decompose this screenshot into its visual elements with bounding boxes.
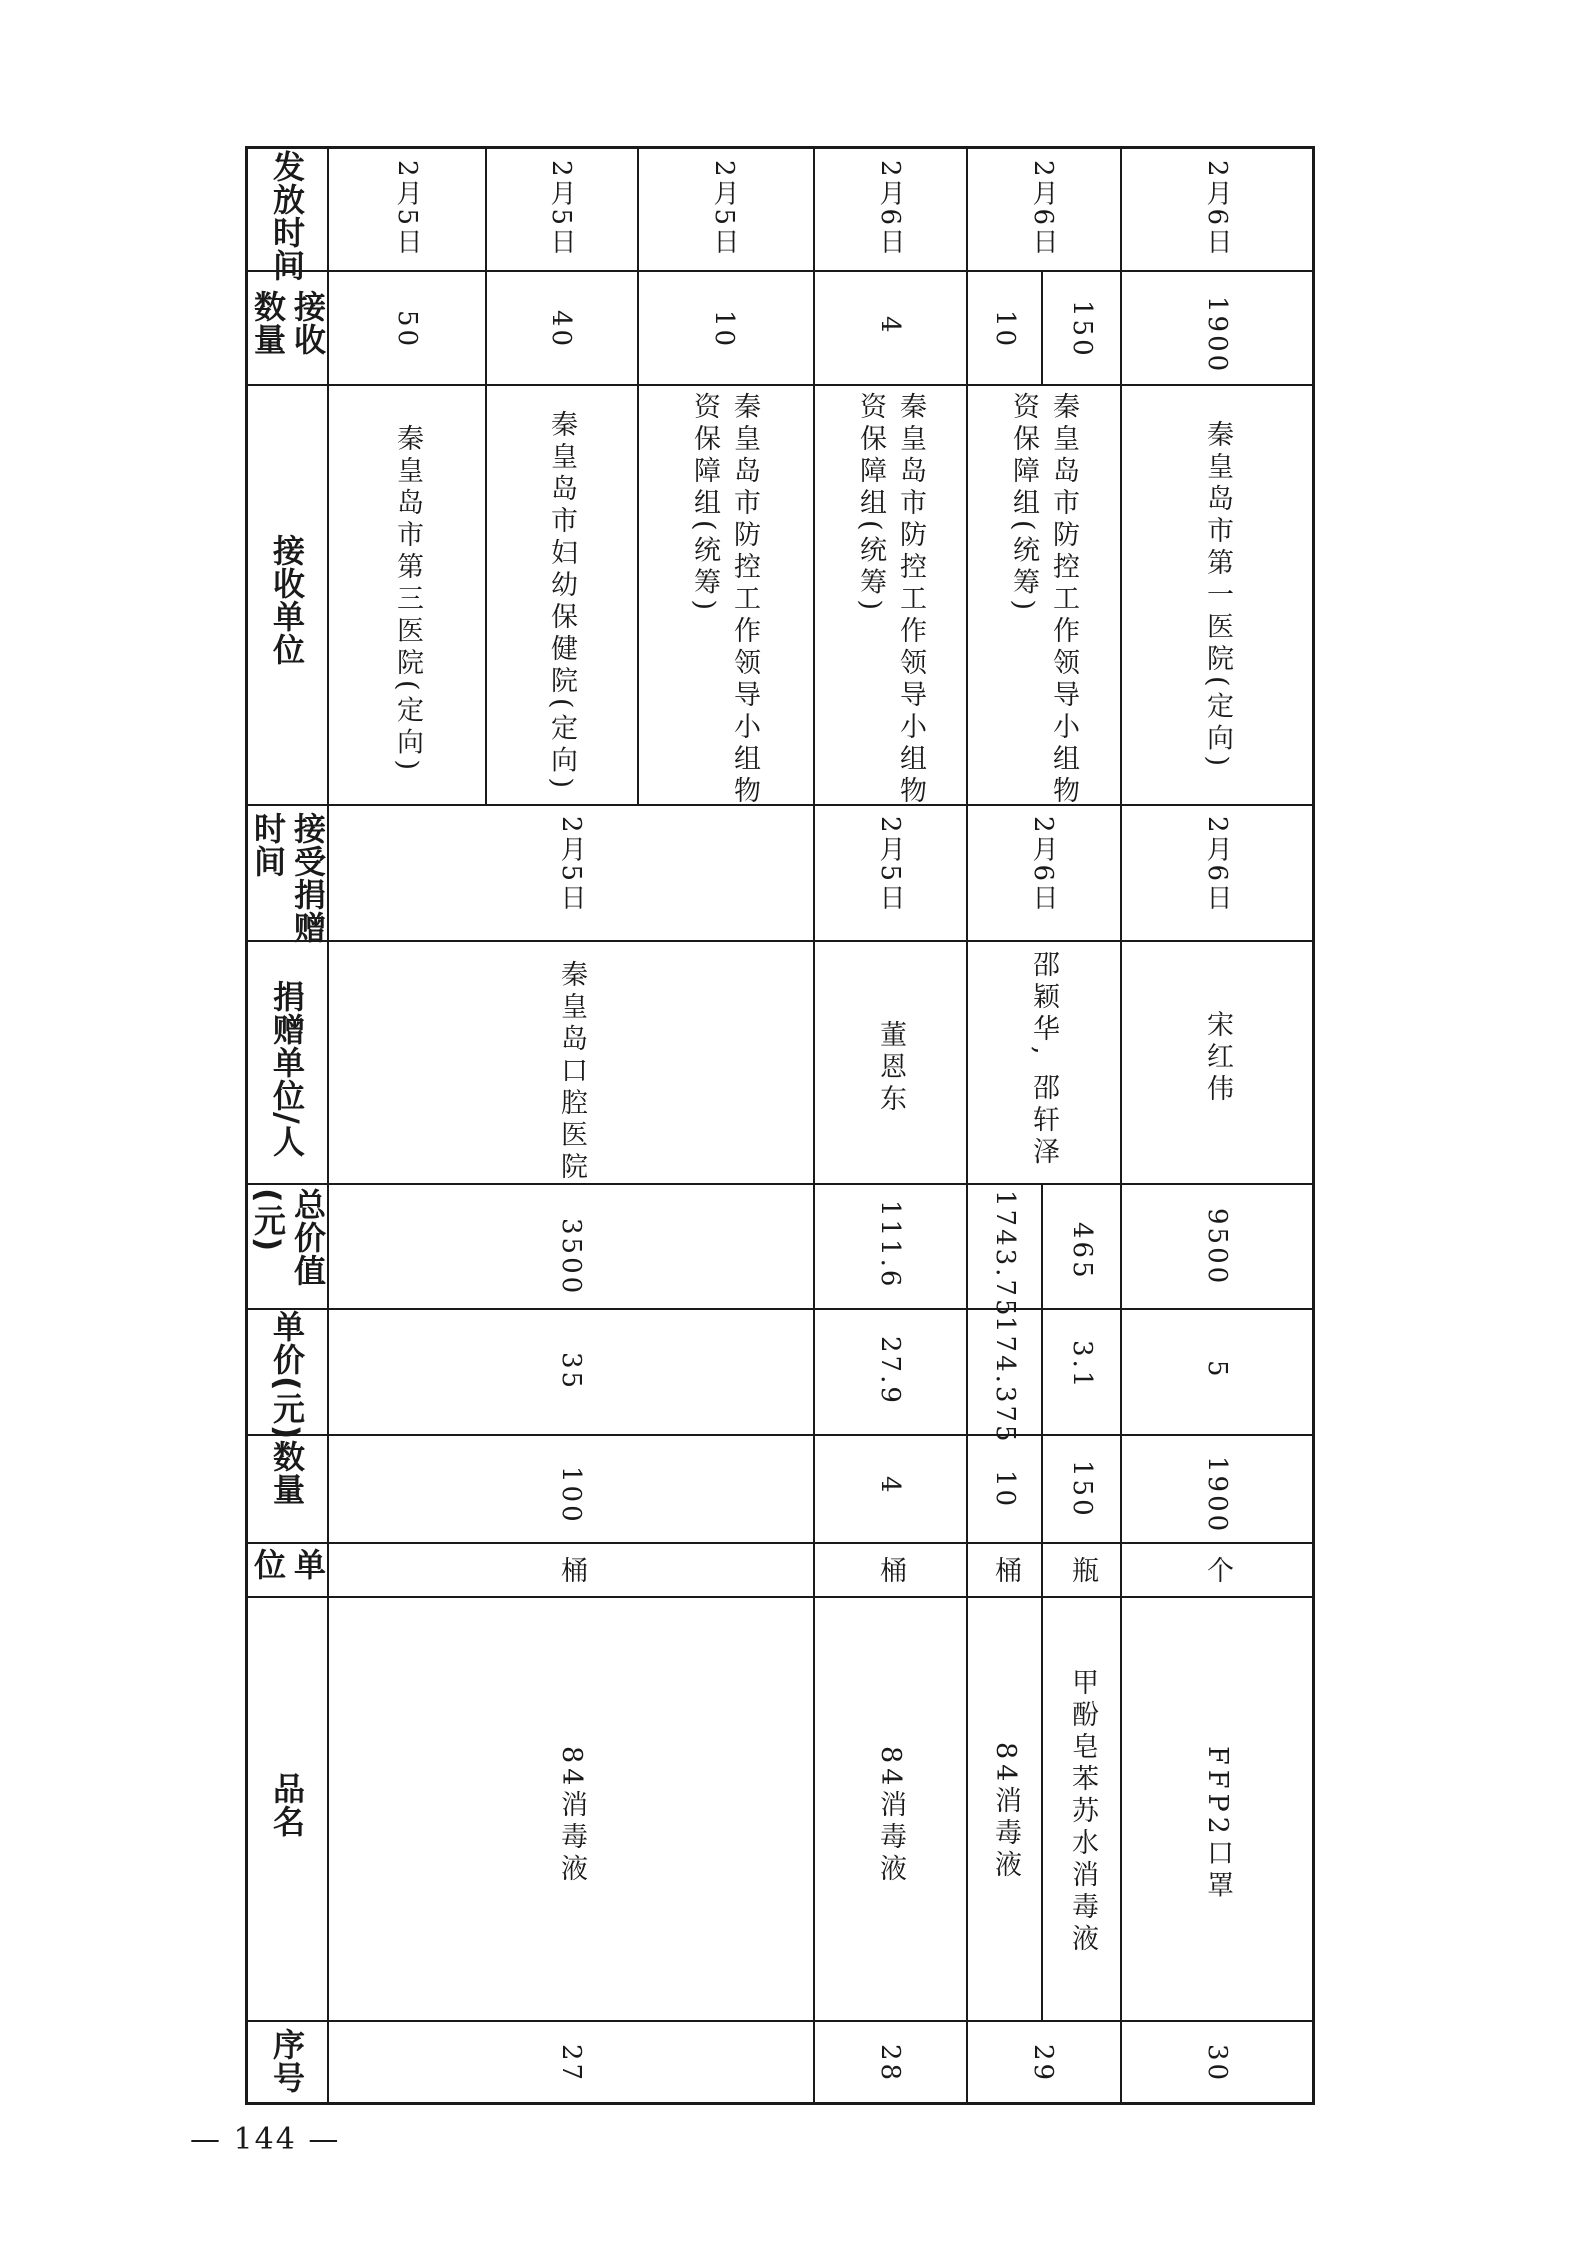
header-recv-qty-line: 数量	[249, 290, 287, 356]
header-issue-date: 发放时间	[268, 150, 306, 282]
recipient-name	[1197, 420, 1237, 771]
header-total-line: (元)	[249, 1188, 287, 1253]
item-qty: 100	[556, 1466, 586, 1525]
table-rule	[245, 1308, 1315, 1310]
header-donate-date-line: 时间	[249, 812, 287, 878]
table-rule	[245, 1183, 1315, 1185]
table-rule	[813, 146, 815, 2105]
recipient-line: 秦皇岛市第一医院(定向)	[1202, 420, 1233, 772]
recv-qty: 40	[546, 310, 576, 350]
item-qty: 4	[875, 1476, 905, 1496]
table-border	[245, 2102, 1315, 2105]
header-recv-qty	[248, 290, 328, 356]
recipient-line: 资保障组(统筹)	[855, 392, 886, 616]
header-unit	[248, 1548, 328, 1581]
item-unit-price: 3.1	[1067, 1340, 1097, 1391]
table-rule	[245, 384, 1315, 386]
table-rule	[966, 146, 968, 2105]
table-rule	[637, 146, 639, 804]
table-rule	[485, 146, 487, 804]
recipient-name	[684, 392, 764, 808]
donor-name: 邵颖华, 邵轩泽	[1028, 950, 1059, 1170]
header-total	[248, 1188, 328, 1287]
recipient-name	[1003, 392, 1083, 808]
header-seq: 序号	[268, 2028, 306, 2094]
recv-qty: 150	[1067, 300, 1097, 359]
issue-date: 2月6日	[1028, 160, 1058, 258]
header-donate-date-line: 接受捐赠	[289, 812, 327, 944]
recipient-line: 资保障组(统筹)	[1008, 392, 1039, 616]
item-qty: 1900	[1202, 1456, 1232, 1535]
table-rule	[245, 270, 1315, 272]
item-unit-price: 27.9	[875, 1336, 905, 1406]
issue-date: 2月5日	[709, 160, 739, 258]
donate-date: 2月5日	[556, 816, 586, 914]
header-unit-line: 单	[289, 1548, 327, 1581]
table-rule	[1041, 272, 1043, 384]
table-rule	[245, 1596, 1315, 1598]
item-total: 465	[1067, 1222, 1097, 1281]
header-donate-date	[248, 812, 328, 944]
recv-qty: 4	[875, 316, 905, 336]
item-qty: 10	[990, 1470, 1020, 1510]
recv-qty: 10	[709, 310, 739, 350]
table-rule	[327, 146, 329, 2105]
recipient-line: 秦皇岛市防控工作领导小组物	[1048, 392, 1079, 808]
table-rule	[245, 940, 1315, 942]
table-rule	[245, 1434, 1315, 1436]
donate-date: 2月6日	[1028, 816, 1058, 914]
header-unit-line: 位	[249, 1548, 287, 1581]
row-seq: 27	[556, 2044, 586, 2084]
item-unit-price: 5	[1202, 1360, 1232, 1380]
header-name: 品名	[268, 1772, 306, 1838]
recipient-name	[850, 392, 930, 808]
item-name: 84消毒液	[990, 1742, 1021, 1883]
header-donor: 捐赠单位/人	[268, 980, 306, 1158]
donor-name: 宋红伟	[1202, 1010, 1233, 1106]
item-total: 3500	[556, 1218, 586, 1297]
recipient-line: 秦皇岛市妇幼保健院(定向)	[546, 410, 577, 794]
issue-date: 2月6日	[875, 160, 905, 258]
row-seq: 30	[1202, 2044, 1232, 2084]
issue-date: 2月6日	[1202, 160, 1232, 258]
item-name: 84消毒液	[556, 1746, 587, 1887]
item-name: 甲酚皂苯苏水消毒液	[1067, 1668, 1098, 1956]
item-name: FFP2口罩	[1202, 1746, 1233, 1903]
table-rule	[245, 2020, 1315, 2022]
recipient-name	[387, 424, 427, 775]
item-name: 84消毒液	[875, 1746, 906, 1887]
header-recv-qty-line: 接收	[289, 290, 327, 356]
item-unit-price: 174.375	[990, 1316, 1020, 1445]
table-border	[1312, 146, 1315, 2105]
donor-name: 董恩东	[875, 1020, 906, 1116]
item-unit: 桶	[875, 1556, 906, 1588]
item-unit: 桶	[556, 1556, 587, 1588]
item-unit-price: 35	[556, 1352, 586, 1392]
table-border	[245, 146, 1315, 149]
row-seq: 29	[1028, 2044, 1058, 2084]
item-unit: 个	[1202, 1556, 1233, 1588]
recipient-line: 秦皇岛市防控工作领导小组物	[895, 392, 926, 808]
donate-date: 2月6日	[1202, 816, 1232, 914]
table-border	[245, 146, 248, 2105]
item-total: 9500	[1202, 1208, 1232, 1287]
item-unit: 桶	[990, 1556, 1021, 1588]
recv-qty: 1900	[1202, 296, 1232, 375]
item-total: 111.6	[875, 1200, 905, 1290]
item-qty: 150	[1067, 1460, 1097, 1519]
table-rule	[1041, 1183, 1043, 2022]
page-number: — 144 —	[190, 2122, 341, 2157]
recv-qty: 10	[990, 310, 1020, 350]
donor-name: 秦皇岛口腔医院	[556, 960, 587, 1184]
table-rule	[245, 1542, 1315, 1544]
header-qty: 数量	[268, 1440, 306, 1506]
header-recipient: 接收单位	[268, 534, 306, 666]
row-seq: 28	[875, 2044, 905, 2084]
donate-date: 2月5日	[875, 816, 905, 914]
recv-qty: 50	[392, 310, 422, 350]
header-unit-price: 单价(元)	[268, 1310, 306, 1441]
table-rule	[1120, 146, 1122, 2105]
header-total-line: 总价值	[289, 1188, 327, 1287]
issue-date: 2月5日	[546, 160, 576, 258]
table-rule	[245, 804, 1315, 806]
recipient-line: 秦皇岛市防控工作领导小组物	[729, 392, 760, 808]
recipient-name	[541, 410, 581, 793]
recipient-line: 秦皇岛市第三医院(定向)	[392, 424, 423, 776]
issue-date: 2月5日	[392, 160, 422, 258]
item-total: 1743.75	[990, 1190, 1020, 1319]
item-unit: 瓶	[1067, 1556, 1098, 1588]
recipient-line: 资保障组(统筹)	[689, 392, 720, 616]
